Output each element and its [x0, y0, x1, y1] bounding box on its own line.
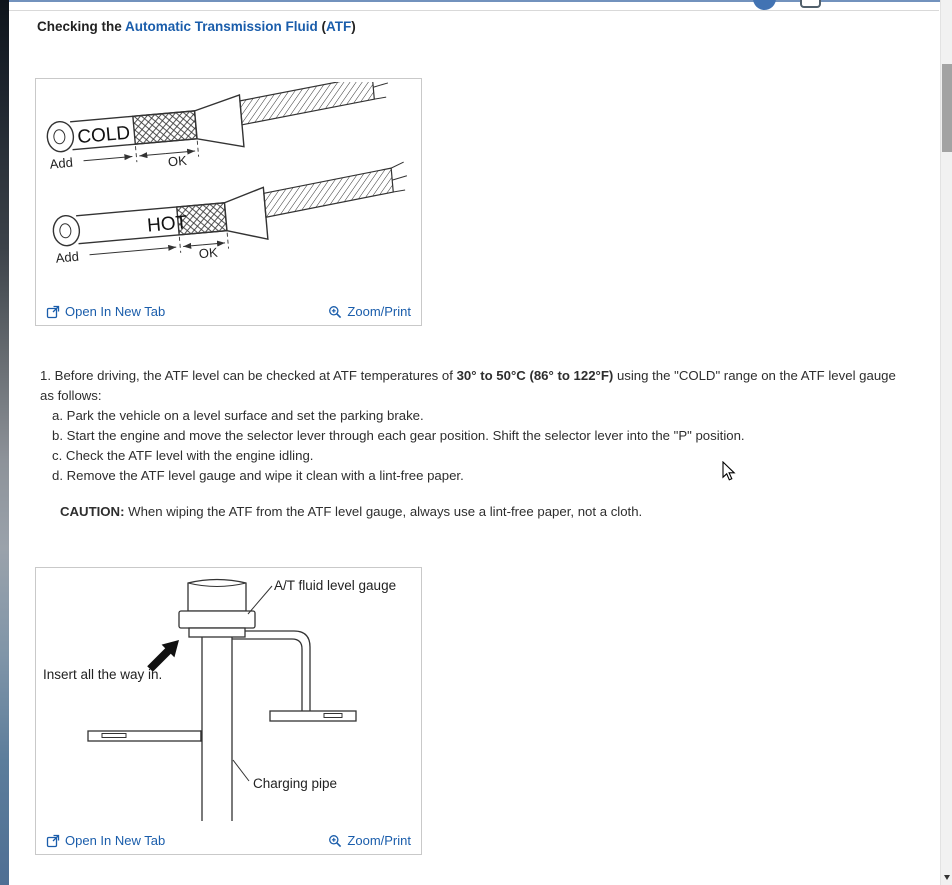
open-in-new-tab-label: Open In New Tab [65, 304, 166, 319]
figure2-footer [36, 833, 421, 848]
zoom-print-link[interactable] [328, 833, 411, 848]
hot-label: HOT [146, 212, 189, 237]
title-paren-close: ) [351, 19, 356, 34]
title-link-automatic-transmission-fluid[interactable]: Automatic Transmission Fluid [125, 19, 318, 34]
charging-pipe-diagram [38, 571, 420, 823]
caution-text: When wiping the ATF from the ATF level gauge, always use a lint-free paper, not a cloth. [124, 504, 643, 519]
title-prefix: Checking the [37, 19, 126, 34]
substeps [37, 406, 909, 486]
zoom-print-icon [328, 834, 342, 848]
substep-b: b. Start the engine and move the selector lever through each gear position. Shift the selector lever into the "P" position. [52, 428, 745, 443]
gauge-callout-label: A/T fluid level gauge [274, 578, 397, 593]
add-label-hot: Add [55, 248, 80, 266]
scroll-down-button[interactable] [941, 869, 952, 885]
open-in-new-tab-label: Open In New Tab [65, 833, 166, 848]
figure-dipstick-ranges [35, 78, 422, 326]
insert-callout-label: Insert all the way in. [43, 667, 163, 682]
zoom-print-link[interactable] [328, 304, 411, 319]
substep-a: a. Park the vehicle on a level surface and set the parking brake. [52, 408, 424, 423]
caution-note [37, 502, 909, 522]
scroll-down-icon [944, 875, 950, 880]
substep-d: d. Remove the ATF level gauge and wipe it clean with a lint-free paper. [52, 468, 464, 483]
zoom-print-label: Zoom/Print [347, 833, 411, 848]
dipstick-diagram [38, 82, 420, 294]
figure1-footer [36, 304, 421, 319]
pipe-callout-label: Charging pipe [253, 776, 338, 791]
open-in-new-tab-icon [46, 305, 60, 319]
zoom-print-label: Zoom/Print [347, 304, 411, 319]
page-title [37, 19, 356, 34]
open-in-new-tab-link[interactable] [46, 304, 165, 319]
step-1-temperature-range: 30° to 50°C (86° to 122°F) [456, 368, 614, 383]
step-1-text: 1. Before driving, the ATF level can be checked at ATF temperatures of [40, 368, 457, 383]
ok-label-hot: OK [198, 244, 219, 262]
substep-c: c. Check the ATF level with the engine idling. [52, 448, 314, 463]
profile-icon[interactable] [753, 0, 776, 10]
hot-dipstick [50, 162, 413, 274]
cold-label: COLD [76, 122, 132, 149]
zoom-print-icon [328, 305, 342, 319]
cold-dipstick [44, 82, 394, 180]
scrollbar-thumb[interactable] [942, 64, 952, 152]
caution-label: CAUTION: [60, 504, 125, 519]
top-divider [9, 10, 939, 11]
add-label-cold: Add [49, 154, 74, 172]
title-paren-open: ( [317, 19, 327, 34]
title-link-atf[interactable]: ATF [326, 19, 352, 34]
ok-label-cold: OK [167, 152, 188, 170]
step-1 [37, 366, 909, 406]
vertical-scrollbar[interactable] [940, 0, 952, 885]
figure-charging-pipe [35, 567, 422, 855]
background-image-strip [0, 0, 9, 885]
procedure-steps [37, 366, 909, 522]
step-1-text-after: using the "COLD" range on the ATF level gauge as follows: [40, 368, 896, 403]
open-in-new-tab-link[interactable] [46, 833, 165, 848]
open-in-new-tab-icon [46, 834, 60, 848]
toolbar-icon[interactable] [800, 0, 821, 8]
